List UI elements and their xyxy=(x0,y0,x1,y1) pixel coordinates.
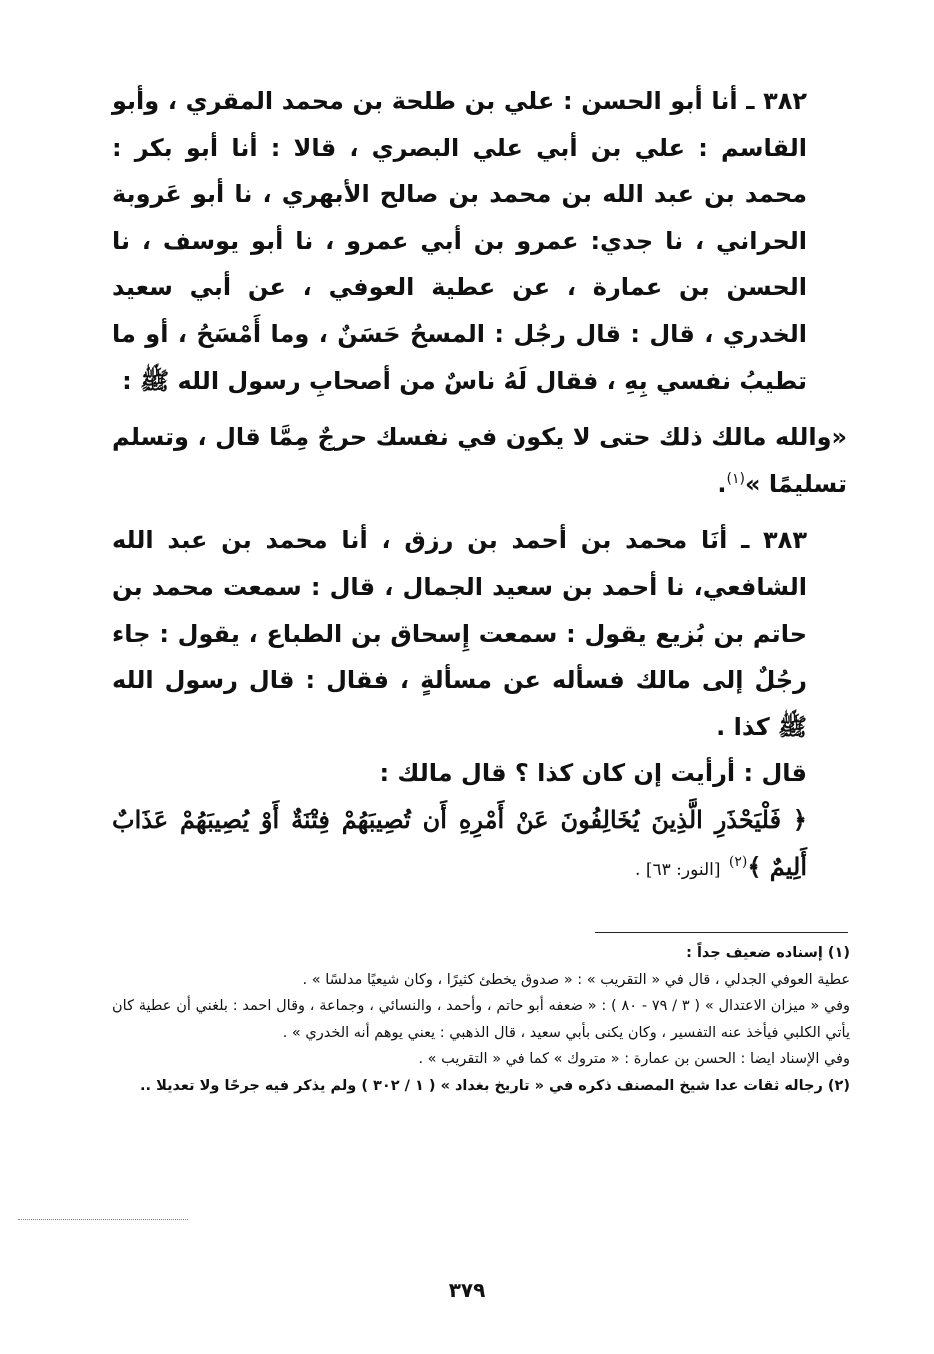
hadith-382-number: ٣٨٢ ـ xyxy=(746,87,808,115)
footnote-1-line-2: وفي « ميزان الاعتدال » ( ٣ / ٧٩ - ٨٠ ) : « ضعفه أبو حاتم ، وأحمد ، والنسائي ، وجماعة ، وقال احمد : بلغني أن عطية كان يأتي الكلبي فيأخذ عنه التفسير ، وكان يكنى بأبي سعيد ، قال الذهبي : يعني يوهم أنه الخدري » . xyxy=(112,998,851,1041)
main-text xyxy=(112,78,847,893)
hadith-382-paragraph xyxy=(112,78,847,404)
surah-reference: [النور: ٦٣] . xyxy=(635,859,721,880)
hadith-382-quote-end: . xyxy=(717,469,727,498)
quran-ayah xyxy=(112,797,847,893)
ayah-text: ﴿ فَلْيَحْذَرِ الَّذِينَ يُخَالِفُونَ عَنْ أَمْرِهِ أَن تُصِيبَهُمْ فِتْنَةٌ أَوْ يُصِيبَهُمْ عَذَابٌ أَلِيمٌ ﴾ xyxy=(112,804,807,881)
hadith-383-paragraph xyxy=(112,517,847,750)
footnote-mark-2: (٢) xyxy=(728,853,748,870)
hadith-382 xyxy=(112,78,847,404)
hadith-383-question: قال : أرأيت إن كان كذا ؟ قال مالك : xyxy=(379,759,807,788)
scan-artifact-line xyxy=(18,1219,188,1220)
hadith-382-quote: «والله مالك ذلك حتى لا يكون في نفسك حرجٌ مِمَّا قال ، وتسلم تسليمًا » xyxy=(112,423,847,498)
footnotes xyxy=(112,940,850,1099)
footnote-1-line-3: وفي الإسناد ايضا : الحسن بن عمارة : « متروك » كما في « التقريب » . xyxy=(418,1051,850,1067)
hadith-383 xyxy=(112,517,847,893)
footnote-divider xyxy=(595,932,848,933)
footnote-2-head: (٢) رجاله ثقات عدا شيخ المصنف ذكره في « تاريخ بغداد » ( ١ / ٣٠٢ ) ولم يذكر فيه جرحًا ولا تعديلا .. xyxy=(140,1077,850,1094)
footnote-1-head: (١) إسناده ضعيف جداً : xyxy=(686,945,850,961)
page-number: ٣٧٩ xyxy=(448,1278,486,1302)
footnote-mark-1: (١) xyxy=(726,470,745,487)
hadith-382-quote-paragraph xyxy=(112,414,847,507)
hadith-383-text: أنَا محمد بن أحمد بن رزق ، أنا محمد بن عبد الله الشافعي، نا أحمد بن سعيد الجمال ، قال : سمعت محمد بن حاتم بن بُزيع يقول : سمعت إِسحاق بن الطباع ، يقول : جاء رجُلٌ إلى مالك فسأله عن مسألةٍ ، فقال : قال رسول الله ﷺ كذا . xyxy=(112,526,807,741)
hadith-382-quote-block xyxy=(112,414,847,507)
hadith-382-text: أنا أبو الحسن : علي بن طلحة بن محمد المقري ، وأبو القاسم : علي بن أبي علي البصري ، قالا : أنا أبو بكر : محمد بن عبد الله بن محمد بن صالح الأبهري ، نا أبو عَروبة الحراني ، نا جدي: عمرو بن أبي عمرو ، نا أبو يوسف ، نا الحسن بن عمارة ، عن عطية العوفي ، عن أبي سعيد الخدري ، قال : قال رجُل : المسحُ حَسَنٌ ، وما أَمْسَحُ ، أو ما تطيبُ نفسي بِهِ ، فقال لَهُ ناسٌ من أصحابِ رسول الله ﷺ : xyxy=(112,87,807,395)
footnote-1-line-1: عطية العوفي الجدلي ، قال في « التقريب » : « صدوق يخطئ كثيرًا ، وكان شيعيًا مدلسًا » . xyxy=(302,971,850,988)
hadith-383-number: ٣٨٣ ـ xyxy=(741,526,807,555)
